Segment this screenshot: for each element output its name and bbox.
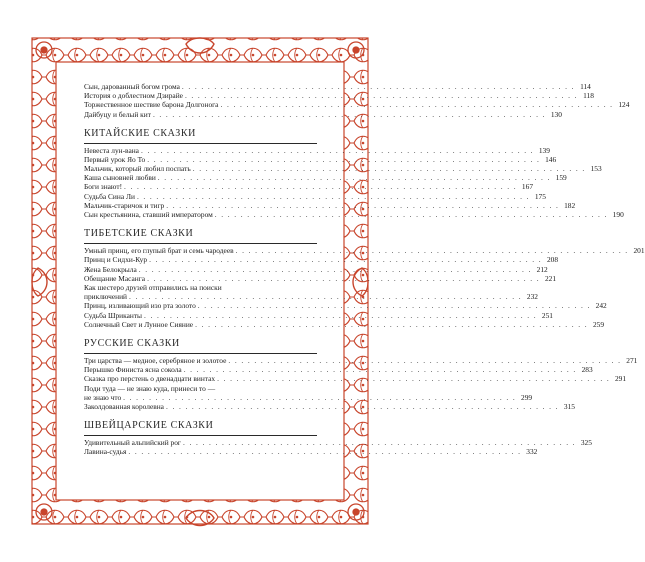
toc-entry[interactable]: Сказка про перстень о двенадцати винтах . . . 291 (84, 374, 317, 383)
toc-entry[interactable]: Удивительный альпийский рог . . . 325 (84, 438, 317, 447)
toc-entry[interactable]: Торжественное шествие барона Долгонога . . . 124 (84, 100, 317, 109)
section-rule (84, 435, 317, 436)
toc-entry[interactable]: Перышко Финиста ясна сокола . . . 283 (84, 365, 317, 374)
toc-entry[interactable]: Солнечный Свет и Лунное Сияние . . . 259 (84, 320, 317, 329)
toc-entry[interactable]: Принц и Сидхи-Кур . . . 208 (84, 255, 317, 264)
toc-entry[interactable]: Невеста лун-вана . . . 139 (84, 146, 317, 155)
toc-entry[interactable]: Лавина-судья . . . 332 (84, 447, 317, 456)
toc-entry[interactable]: История о доблестном Дзирайе . . . 118 (84, 91, 317, 100)
section-rule (84, 243, 317, 244)
toc-entry[interactable]: Сын, дарованный богом грома . . . 114 (84, 82, 317, 91)
section-title: РУССКИЕ СКАЗКИ (84, 337, 180, 349)
toc-entry[interactable]: Обещание Масанга . . . 221 (84, 274, 317, 283)
section-title: ТИБЕТСКИЕ СКАЗКИ (84, 228, 194, 240)
toc-entry-multiline[interactable]: Поди туда — не знаю куда, принеси то — не знаю что . . . 299 (84, 384, 317, 402)
toc-entry[interactable]: Боги знают! . . . 167 (84, 183, 317, 192)
toc-entry[interactable]: Мальчик, который любил поспать . . . 153 (84, 164, 317, 173)
toc-entry[interactable]: Первый урок Яо То . . . 146 (84, 155, 317, 164)
toc-entry[interactable]: Мальчик-старичок и тигр . . . 182 (84, 201, 317, 210)
toc-section (84, 415, 592, 457)
table-of-contents (84, 81, 645, 457)
toc-section (84, 81, 630, 119)
section-title: КИТАЙСКИЕ СКАЗКИ (84, 127, 196, 139)
toc-entry-multiline[interactable]: Как шестеро друзей отправились на поиски приключений . . . 232 (84, 283, 317, 301)
toc-entry[interactable]: Судьба Шриканты . . . 251 (84, 311, 317, 320)
toc-entry[interactable]: Жена Белокрыла . . . 212 (84, 265, 317, 274)
toc-entry[interactable]: Сын крестьянина, ставший императором . . . 190 (84, 210, 317, 219)
toc-section (84, 223, 645, 329)
section-rule (84, 353, 317, 354)
toc-entry[interactable]: Судьба Сина Ли . . . 175 (84, 192, 317, 201)
toc-entry[interactable]: Принц, изливающий изо рта золото . . . 242 (84, 301, 317, 310)
toc-entry[interactable]: Заколдованная королевна . . . 315 (84, 402, 317, 411)
toc-entry[interactable]: Дайбуцу и белый кит . . . 130 (84, 110, 317, 119)
toc-section (84, 123, 624, 220)
toc-entry[interactable]: Три царства — медное, серебряное и золотое . . . 271 (84, 356, 317, 365)
toc-entry[interactable]: Умный принц, его глупый брат и семь чародеев . . . 201 (84, 246, 317, 255)
section-title: ШВЕЙЦАРСКИЕ СКАЗКИ (84, 420, 214, 432)
toc-entry[interactable]: Каша сыновней любви . . . 159 (84, 173, 317, 182)
toc-section (84, 333, 638, 411)
